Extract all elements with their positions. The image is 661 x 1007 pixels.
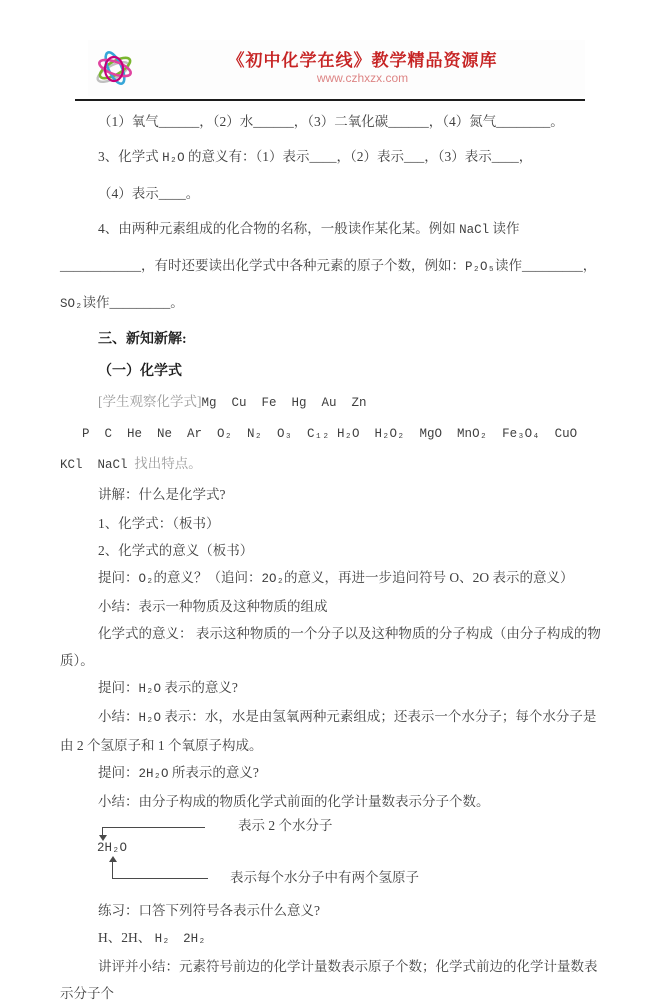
diagram-up-arrow-stem — [112, 861, 113, 878]
header-divider — [75, 99, 585, 101]
text-run: 小结：表示一种物质及这种物质的组成 — [98, 599, 328, 614]
text-run: 2、化学式的意义（板书） — [98, 543, 254, 558]
paragraph-formula-meaning — [60, 620, 603, 674]
diagram-formula: 2H₂O — [97, 841, 128, 855]
text-run: 小结：由分子构成的物质化学式前面的化学计量数表示分子个数。 — [98, 794, 490, 809]
paragraph-ask-o2 — [60, 564, 603, 593]
text-run: 所表示的意义? — [168, 765, 259, 780]
paragraph-point1-banshu — [60, 510, 603, 537]
text-run: 2H₂ — [183, 932, 206, 946]
text-run: NaCl — [459, 223, 490, 237]
coefficient-diagram — [60, 819, 603, 891]
text-run: H₂O — [138, 682, 162, 696]
text-run: 化学式的意义： 表示这种物质的一个分子以及这种物质的分子构成（由分子构成的物质）。 — [60, 626, 601, 668]
text-run: 提问： — [98, 680, 139, 695]
paragraph-summary-h2o — [60, 703, 603, 759]
paragraph-practice-prompt — [60, 897, 603, 924]
paragraph-summary-coefficient — [60, 788, 603, 815]
site-title: 《初中化学在线》教学精品资源库 — [227, 50, 498, 70]
paragraph-q3-h2o-meaning — [60, 139, 603, 176]
paragraph-heading-new-knowledge — [60, 322, 603, 357]
text-run: 提问： — [98, 570, 139, 585]
paragraph-practice-symbols — [60, 924, 603, 953]
text-run: （4）表示____。 — [98, 186, 200, 201]
text-run: 2H₂O — [138, 767, 169, 781]
paragraph-review-summary — [60, 953, 603, 1007]
text-run: Mg Cu Fe Hg Au Zn — [201, 396, 367, 410]
paragraph-q4-naming — [60, 211, 603, 322]
text-run: 找出特点。 — [127, 456, 202, 471]
text-run: 提问： — [98, 765, 139, 780]
text-run: （一）化学式 — [98, 364, 182, 379]
document-content — [60, 104, 603, 1007]
diagram-top-line — [102, 827, 205, 828]
diagram-down-arrow-stem — [102, 827, 103, 835]
text-run: 练习：口答下列符号各表示什么意义? — [98, 903, 320, 918]
paragraph-ask-2h2o — [60, 759, 603, 788]
text-run: 表示的意义? — [161, 680, 238, 695]
header-text-block — [140, 50, 585, 86]
diagram-bottom-line — [112, 878, 208, 879]
atom-logo-icon — [90, 42, 140, 94]
text-run: 小结： — [98, 709, 139, 724]
diagram-top-label: 表示 2 个水分子 — [238, 818, 333, 833]
text-run: 的意义？（追问： — [153, 570, 262, 585]
text-run: 3、化学式 — [98, 149, 163, 164]
diagram-bottom-label: 表示每个水分子中有两个氢原子 — [230, 870, 419, 885]
text-run: 讲评并小结：元素符号前边的化学计量数表示原子个数；化学式前边的化学计量数表示分子个 — [60, 959, 598, 1001]
paragraph-point2-meaning — [60, 537, 603, 564]
text-run: 的意义，再进一步追问符号 O、2O 表示的意义） — [284, 570, 574, 585]
paragraph-q3-item4 — [60, 176, 603, 211]
text-run: P₂O₅ — [465, 260, 496, 274]
text-run: H₂O — [138, 711, 162, 725]
paragraph-lecture-what-is — [60, 480, 603, 510]
text-run: [学生观察化学式] — [98, 394, 202, 409]
text-run: （1）氧气______，（2）水______，（3）二氧化碳______，（4）氮气________。 — [98, 114, 564, 129]
paragraph-ask-h2o — [60, 674, 603, 703]
text-run: 1、化学式：（板书） — [98, 516, 220, 531]
paragraph-group-after-diagram — [60, 897, 603, 1007]
text-run: 读作_________。 — [82, 295, 184, 310]
text-run: H、2H、 — [98, 930, 155, 945]
text-run: SO₂ — [60, 297, 83, 311]
site-url: www.czhxzx.com — [316, 71, 409, 86]
text-run: 读作____________，有时还要读出化学式中各种元素的原子个数，例如： — [60, 221, 520, 273]
paragraph-summary-substance — [60, 593, 603, 620]
text-run: H₂ — [154, 932, 170, 946]
text-run: 2O₂ — [261, 572, 285, 586]
paragraph-observe-formulas — [60, 387, 603, 418]
text-run: 表示：水，水是由氢氧两种元素组成；还表示一个水分子；每个水分子是由 2 个氢原子和 1 个氧原子构成。 — [60, 709, 597, 753]
paragraph-group-before-diagram — [60, 104, 603, 815]
text-run: P C He Ne Ar O₂ N₂ O₃ C₁₂ H₂O H₂O₂ MgO MnO₂ Fe₃O₄ CuO KCl NaCl — [60, 427, 593, 472]
site-header — [88, 40, 585, 96]
text-run: 讲解：什么是化学式? — [98, 487, 226, 502]
paragraph-formula-list — [60, 418, 603, 480]
text-run: 读作_________， — [495, 258, 597, 273]
text-run: O₂ — [138, 572, 154, 586]
paragraph-heading-chemical-formula — [60, 357, 603, 387]
paragraph-blanks-oxygen-water — [60, 104, 603, 139]
text-run: 4、由两种元素组成的化合物的名称，一般读作某化某。例如 — [98, 221, 460, 236]
text-run — [170, 930, 184, 945]
text-run: 的意义有：（1）表示____，（2）表示___，（3）表示____， — [184, 149, 533, 164]
up-arrow-icon — [109, 856, 117, 862]
text-run: 三、新知新解: — [98, 332, 187, 347]
text-run: H₂O — [162, 151, 185, 165]
